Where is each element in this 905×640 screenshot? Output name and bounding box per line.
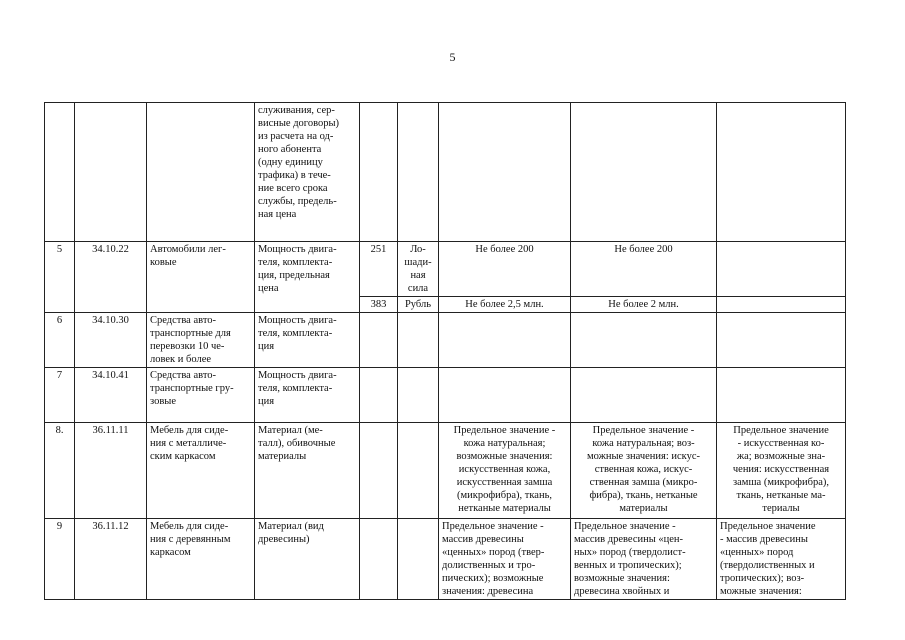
value-b (571, 368, 717, 423)
characteristic: Материал (ме- талл), обивочные материалы (255, 423, 360, 519)
characteristic: Материал (вид древесины) (255, 519, 360, 600)
value-c (717, 368, 846, 423)
okei-code (360, 519, 398, 600)
value-a: Предельное значение - массив древесины «ценных» пород (твер- долиственных и тро- пических); возможные значения: древесина (439, 519, 571, 600)
item-name: Мебель для сиде- ния с металличе- ским каркасом (147, 423, 255, 519)
okpd-code (75, 103, 147, 242)
value-b: Не более 2 млн. (571, 297, 717, 313)
value-c (717, 103, 846, 242)
unit-name (398, 103, 439, 242)
value-a (439, 368, 571, 423)
item-name: Мебель для сиде- ния с деревянным каркасом (147, 519, 255, 600)
unit-name (398, 423, 439, 519)
characteristic: служивания, сер- висные договоры) из расчета на од- ного абонента (одну единицу трафика) в тече- ние всего срока службы, предель- ная цена (255, 103, 360, 242)
row-number: 6 (45, 313, 75, 368)
value-a: Не более 2,5 млн. (439, 297, 571, 313)
okpd-code: 36.11.11 (75, 423, 147, 519)
value-c: Предельное значение - искусственная ко- жа; возможные зна- чения: искусственная замша (микрофибра), ткань, нетканые ма- териалы (717, 423, 846, 519)
table-row (45, 313, 846, 368)
unit-name: Ло- шади- ная сила (398, 242, 439, 297)
value-a (439, 103, 571, 242)
okei-code (360, 103, 398, 242)
table-row (45, 103, 846, 242)
value-a: Не более 200 (439, 242, 571, 297)
page-number: 5 (449, 50, 456, 64)
value-a (439, 313, 571, 368)
row-number: 5 (45, 242, 75, 313)
okei-code (360, 313, 398, 368)
table-row (45, 519, 846, 600)
okei-code (360, 423, 398, 519)
requirements-table (44, 102, 846, 600)
table-row (45, 242, 846, 297)
value-c: Предельное значение - массив древесины «ценных» пород (твердолиственных и тропических); воз- можные значения: (717, 519, 846, 600)
item-name (147, 103, 255, 242)
value-c (717, 313, 846, 368)
value-b (571, 313, 717, 368)
item-name: Автомобили лег- ковые (147, 242, 255, 313)
characteristic: Мощность двига- теля, комплекта- ция, предельная цена (255, 242, 360, 313)
okei-code: 251 (360, 242, 398, 297)
value-b: Предельное значение - кожа натуральная; воз- можные значения: искус- ственная кожа, искус- ственная замша (микро- фибра), ткань, нетканые материалы (571, 423, 717, 519)
item-name: Средства авто- транспортные для перевозки 10 че- ловек и более (147, 313, 255, 368)
characteristic: Мощность двига- теля, комплекта- ция (255, 368, 360, 423)
okpd-code: 34.10.41 (75, 368, 147, 423)
value-b: Не более 200 (571, 242, 717, 297)
table-row (45, 423, 846, 519)
value-c (717, 297, 846, 313)
row-number: 7 (45, 368, 75, 423)
unit-name (398, 313, 439, 368)
row-number: 8. (45, 423, 75, 519)
unit-name (398, 519, 439, 600)
okpd-code: 34.10.22 (75, 242, 147, 313)
value-b: Предельное значение - массив древесины «цен- ных» пород (твердолист- венных и тропических); возможные значения: древесина хвойных и (571, 519, 717, 600)
okpd-code: 34.10.30 (75, 313, 147, 368)
value-c (717, 242, 846, 297)
unit-name (398, 368, 439, 423)
value-a: Предельное значение - кожа натуральная; возможные значения: искусственная кожа, искусственная замша (микрофибра), ткань, нетканые материалы (439, 423, 571, 519)
okei-code (360, 368, 398, 423)
row-number: 9 (45, 519, 75, 600)
row-number (45, 103, 75, 242)
characteristic: Мощность двига- теля, комплекта- ция (255, 313, 360, 368)
item-name: Средства авто- транспортные гру- зовые (147, 368, 255, 423)
value-b (571, 103, 717, 242)
okei-code: 383 (360, 297, 398, 313)
unit-name: Рубль (398, 297, 439, 313)
okpd-code: 36.11.12 (75, 519, 147, 600)
table-row (45, 368, 846, 423)
